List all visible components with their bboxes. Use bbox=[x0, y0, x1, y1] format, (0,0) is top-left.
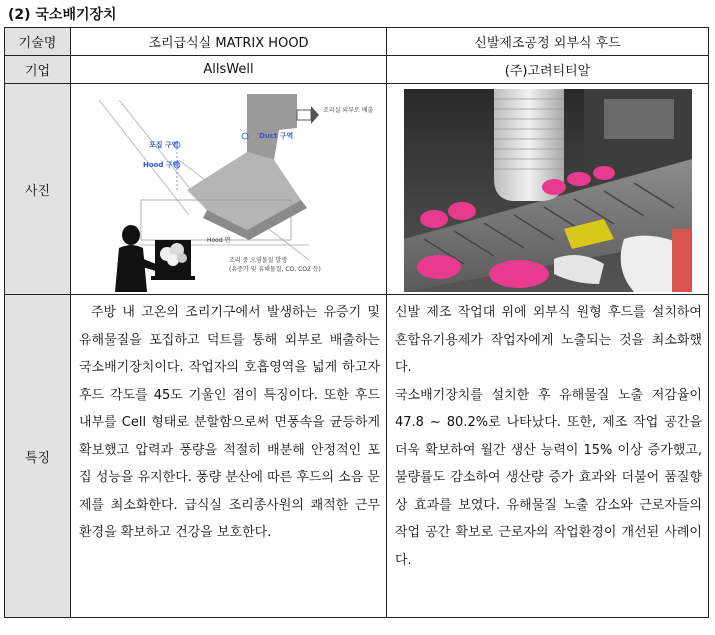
label-photo: 사진 bbox=[5, 84, 71, 295]
row-photo bbox=[5, 84, 709, 295]
label-name: 기술명 bbox=[5, 28, 71, 56]
col2-photo-cell bbox=[387, 84, 709, 295]
label-source-2: (유증기 및 유해물질, CO, CO2 등) bbox=[228, 265, 321, 273]
label-source-1: 조리 중 오염물질 발생 bbox=[228, 256, 287, 264]
row-company bbox=[5, 56, 709, 84]
label-company: 기업 bbox=[5, 56, 71, 84]
cook-stand bbox=[151, 276, 195, 280]
col1-photo-cell bbox=[71, 84, 387, 295]
col1-features-cell bbox=[71, 295, 387, 618]
label-hood-zone: Hood 구역 bbox=[142, 160, 179, 169]
bg-panel bbox=[604, 99, 674, 139]
local-exhaust-table bbox=[4, 27, 709, 618]
col2-features bbox=[387, 295, 708, 574]
ceiling-line-1 bbox=[99, 100, 189, 215]
row-name bbox=[5, 28, 709, 56]
label-features: 특징 bbox=[5, 295, 71, 618]
col2-company: (주)고려티티알 bbox=[387, 56, 709, 84]
shoe-factory-photo bbox=[404, 89, 692, 292]
label-outside: 조리실 외부로 배출 bbox=[322, 106, 373, 114]
col2-name: 신발제조공정 외부식 후드 bbox=[387, 28, 709, 56]
label-collect: 포집 구역 bbox=[148, 140, 178, 149]
factory-photo-svg bbox=[404, 89, 692, 292]
label-duct: Duct 구역 bbox=[258, 131, 293, 140]
duct-shape bbox=[247, 94, 297, 160]
outlet-arrowhead bbox=[311, 106, 319, 124]
hood-diagram-svg bbox=[79, 90, 379, 292]
col2-features-p2: 국소배기장치를 설치한 후 유해물질 노출 저감율이 47.8 ~ 80.2%로 나타났다. 또한, 제조 작업 공간을 더욱 확보하여 월간 생산 능력이 15% 이상 증가했고, 불량률도 감소하여 생산량 증가 효과와 더불어 품질향상 효과를 보였다. 유해물질 노출 감소와 근로자들의 작업 공간 확보로 근로자의 작업환경이 개선된 사례이다. bbox=[395, 387, 702, 568]
col1-company: AllsWell bbox=[71, 56, 387, 84]
section-title: (2) 국소배기장치 bbox=[8, 7, 117, 23]
label-hood-face: Hood 면 bbox=[206, 236, 230, 244]
col1-features-text: 주방 내 고온의 조리기구에서 발생하는 유증기 및 유해물질을 포집하고 덕트를 통해 외부로 배출하는 국소배기장치이다. 작업자의 호흡영역을 넓게 하고자 후드 각도를 45도 기울인 점이 특징이다. 또한 후드 내부를 Cell 형태로 분할함으로써 면풍속을 균등하게 확보했고 압력과 풍량을 적절히 배분해 안정적인 포집 성능을 유지한다. 풍량 분산에 따른 후드의 소음 문제를 최소화한다. 급식실 조리종사원의 쾌적한 근무환경을 확보하고 건강을 보호한다. bbox=[79, 305, 380, 540]
col1-features bbox=[71, 295, 386, 547]
row-features bbox=[5, 295, 709, 618]
col2-features-p1: 신발 제조 작업대 위에 외부식 원형 후드를 설치하여 혼합유기용제가 작업자에게 노출되는 것을 최소화했다. bbox=[395, 305, 702, 375]
col1-name: 조리급식실 MATRIX HOOD bbox=[71, 28, 387, 56]
sleeve bbox=[672, 229, 692, 292]
matrix-hood-diagram bbox=[79, 90, 379, 292]
worker-silhouette bbox=[115, 225, 161, 292]
col2-features-cell bbox=[387, 295, 709, 618]
outlet-arrow bbox=[297, 110, 311, 120]
